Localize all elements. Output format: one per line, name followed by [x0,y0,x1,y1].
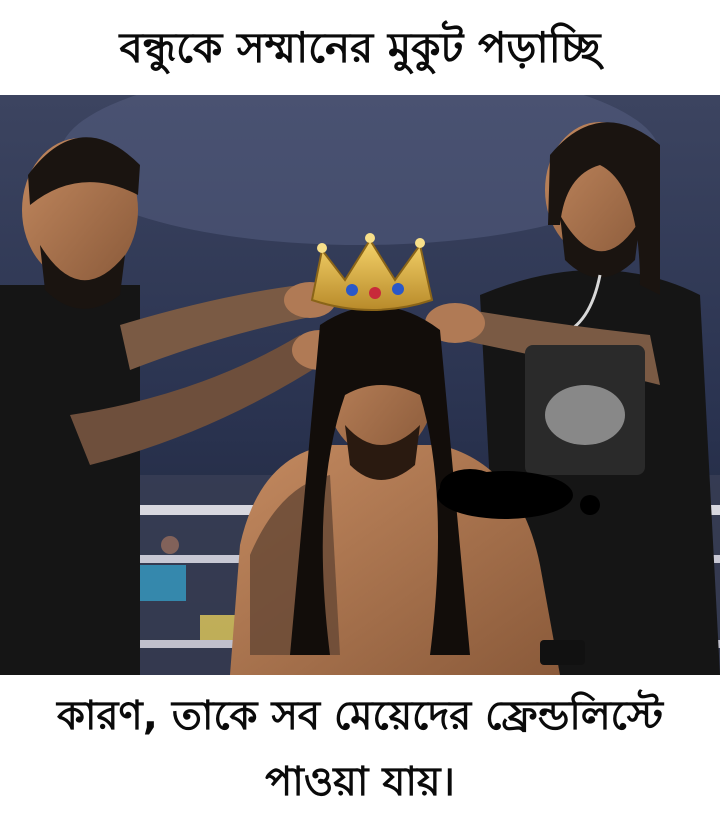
crowd-sign [140,565,186,601]
photo [0,95,720,675]
top-caption [0,0,720,95]
photo-illustration [0,95,720,675]
top-caption-text: বন্ধুকে সম্মানের মুকুট পড়াচ্ছি [119,22,601,72]
bottom-caption-line-1: কারণ, তাকে সব মেয়েদের ফ্রেন্ডলিস্টে [56,693,664,739]
bottom-caption [0,675,720,823]
bottom-caption-line-2: পাওয়া যায়। [265,759,455,805]
